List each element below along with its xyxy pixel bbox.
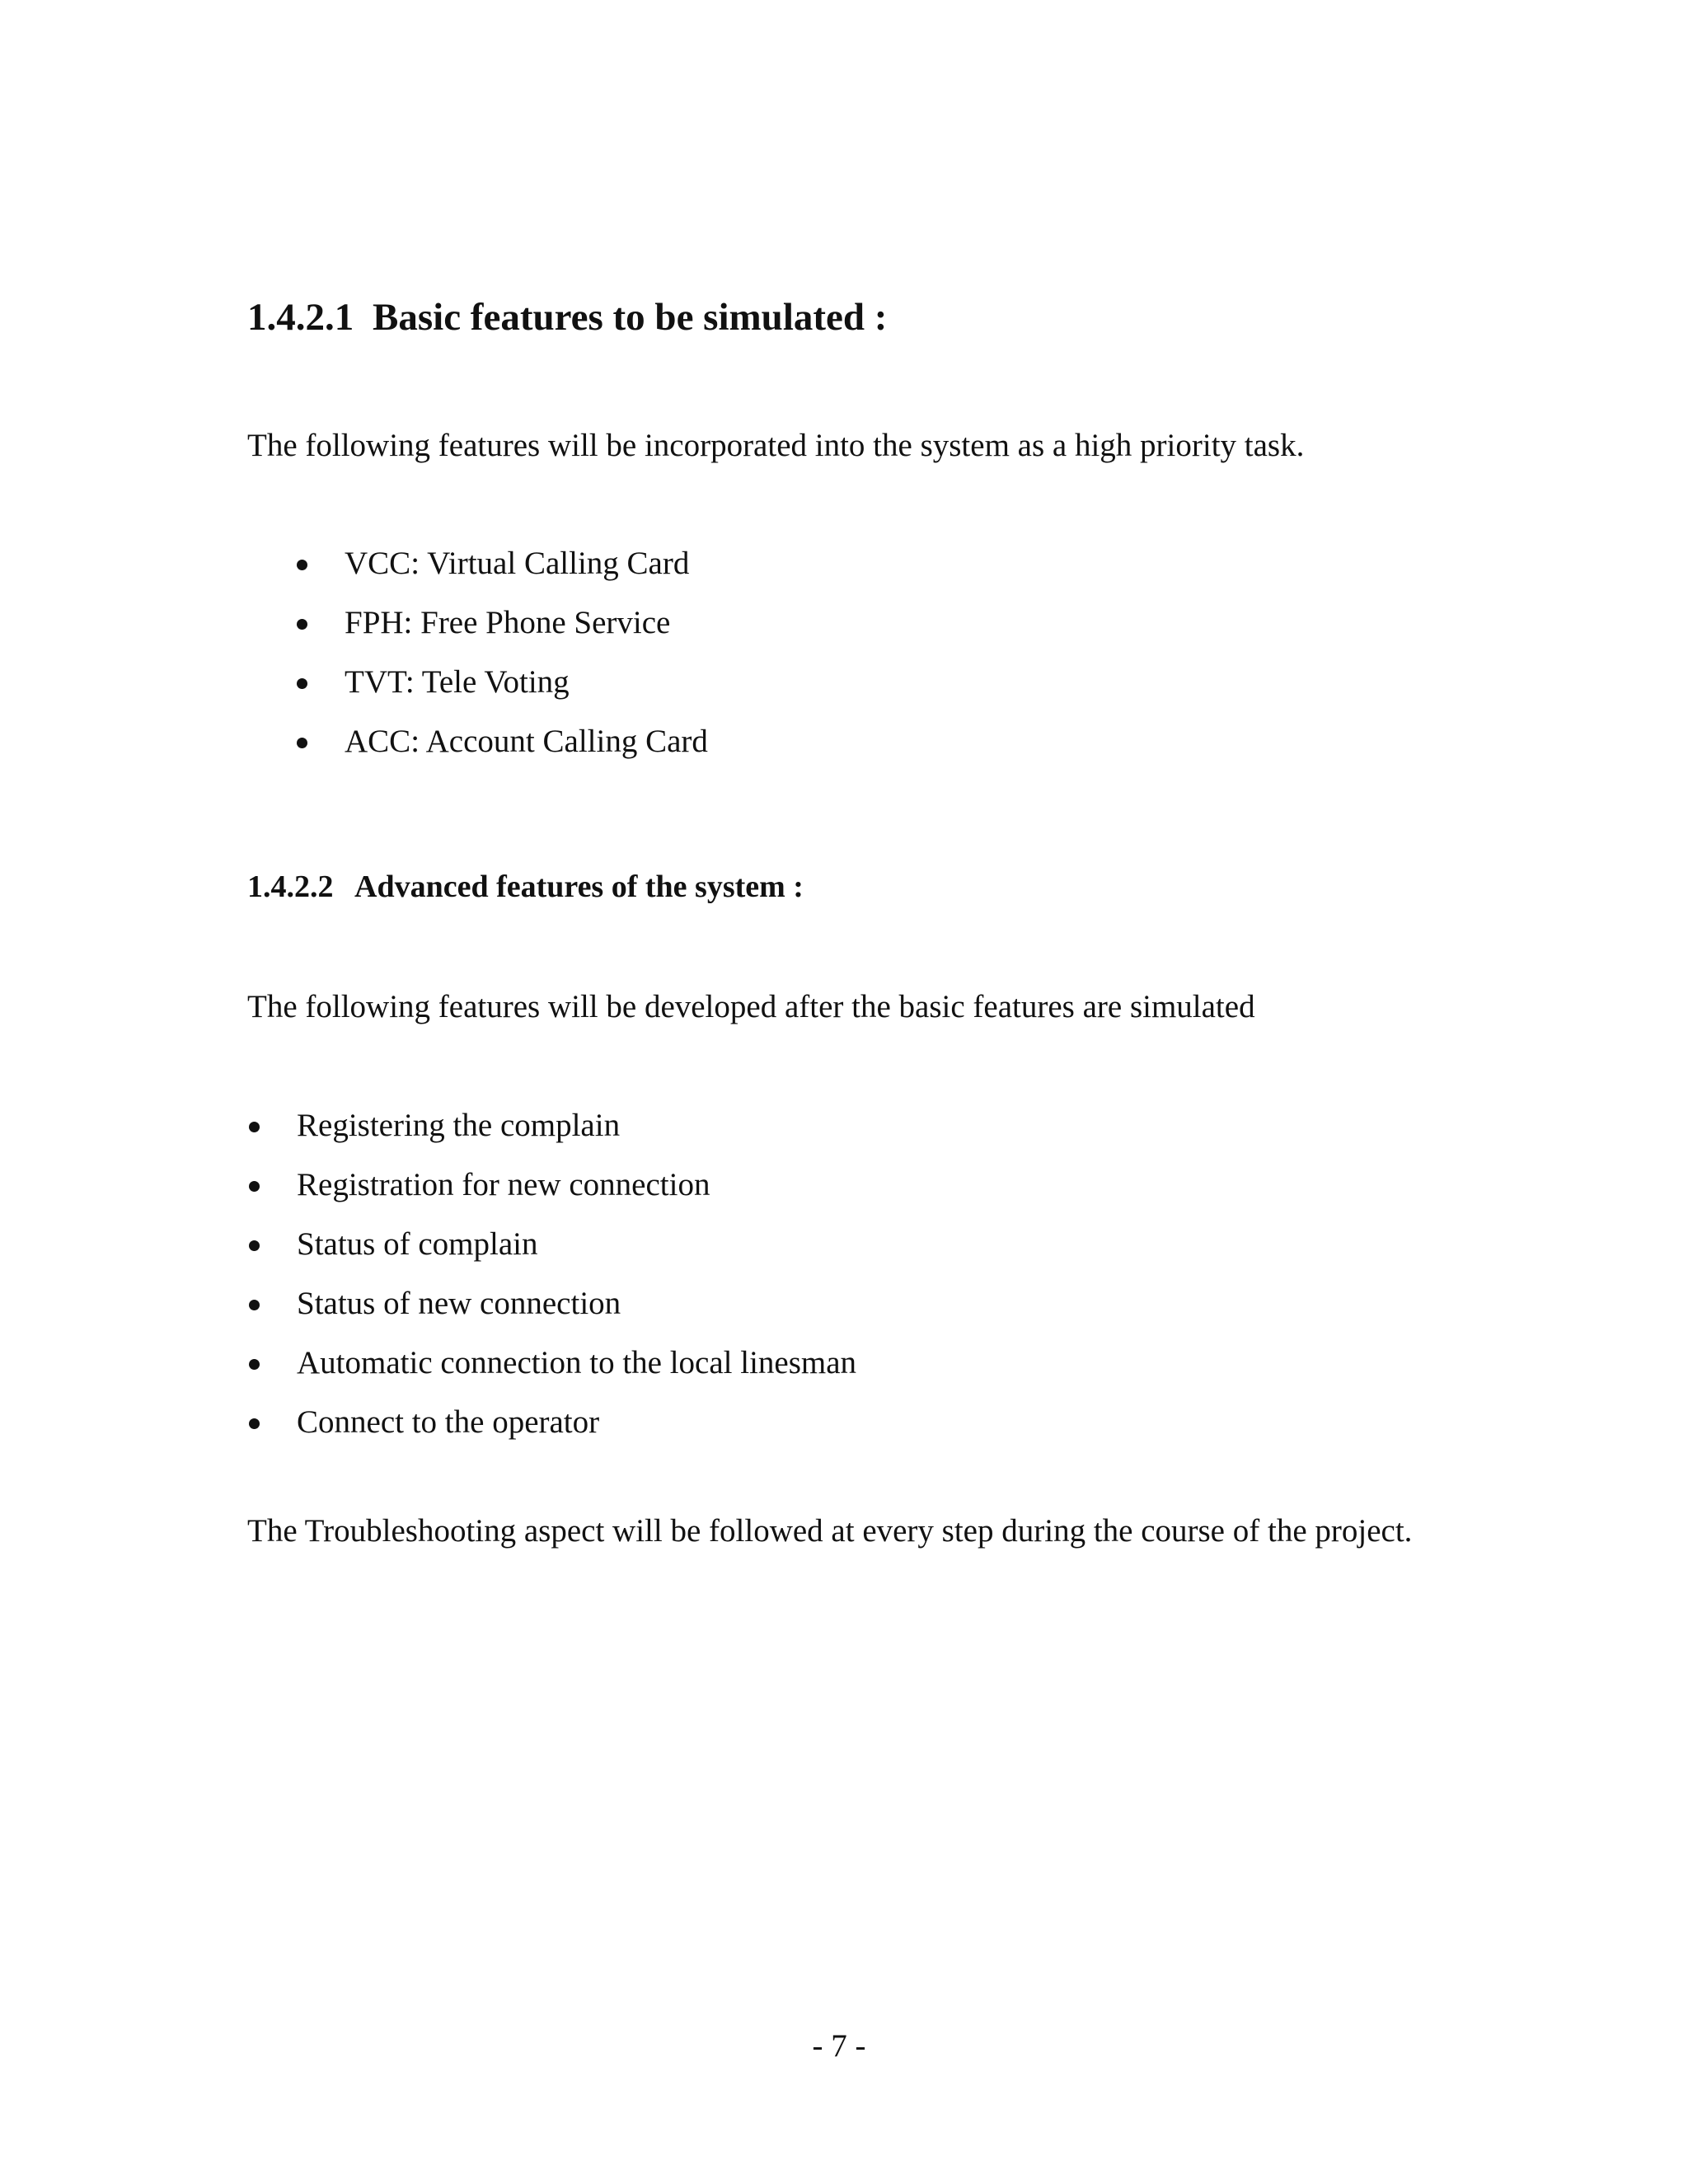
advanced-features-list — [247, 1096, 856, 1452]
list-item — [295, 593, 708, 653]
list-item — [247, 1155, 856, 1215]
bullet-icon — [249, 1418, 260, 1429]
bullet-icon — [249, 1240, 260, 1251]
list-item — [247, 1274, 856, 1333]
list-item — [247, 1393, 856, 1452]
list-item — [295, 534, 708, 593]
bullet-icon — [297, 738, 307, 748]
closing-paragraph: The Troubleshooting aspect will be followed at every step during the course of the project. — [247, 1513, 1413, 1549]
section-heading-advanced-features — [247, 869, 804, 905]
list-item-text: Status of new connection — [297, 1286, 621, 1321]
bullet-icon — [297, 678, 307, 689]
advanced-features-intro: The following features will be developed after the basic features are simulated — [247, 989, 1255, 1024]
bullet-icon — [249, 1181, 260, 1192]
list-item — [295, 653, 708, 712]
bullet-icon — [249, 1359, 260, 1370]
list-item-text: Registration for new connection — [297, 1167, 710, 1202]
basic-features-list — [295, 534, 708, 771]
section-title: Advanced features of the system : — [354, 869, 804, 904]
section-heading-basic-features — [247, 295, 887, 340]
list-item — [247, 1333, 856, 1393]
list-item — [247, 1215, 856, 1274]
bullet-icon — [297, 560, 307, 570]
list-item-text: Status of complain — [297, 1226, 538, 1262]
list-item-text: Connect to the operator — [297, 1404, 600, 1440]
list-item-text: VCC: Virtual Calling Card — [345, 546, 690, 581]
list-item-text: ACC: Account Calling Card — [345, 724, 708, 759]
bullet-icon — [297, 619, 307, 630]
list-item — [295, 712, 708, 771]
basic-features-intro: The following features will be incorporated into the system as a high priority task. — [247, 428, 1305, 463]
section-title: Basic features to be simulated : — [373, 296, 888, 339]
section-number: 1.4.2.2 — [247, 869, 334, 904]
list-item-text: Automatic connection to the local linesman — [297, 1345, 857, 1380]
list-item-text: Registering the complain — [297, 1108, 621, 1143]
section-number: 1.4.2.1 — [247, 296, 354, 339]
list-item-text: TVT: Tele Voting — [345, 664, 570, 700]
list-item-text: FPH: Free Phone Service — [345, 605, 671, 640]
list-item — [247, 1096, 856, 1155]
page-number: - 7 - — [812, 2028, 866, 2064]
bullet-icon — [249, 1122, 260, 1132]
bullet-icon — [249, 1300, 260, 1310]
